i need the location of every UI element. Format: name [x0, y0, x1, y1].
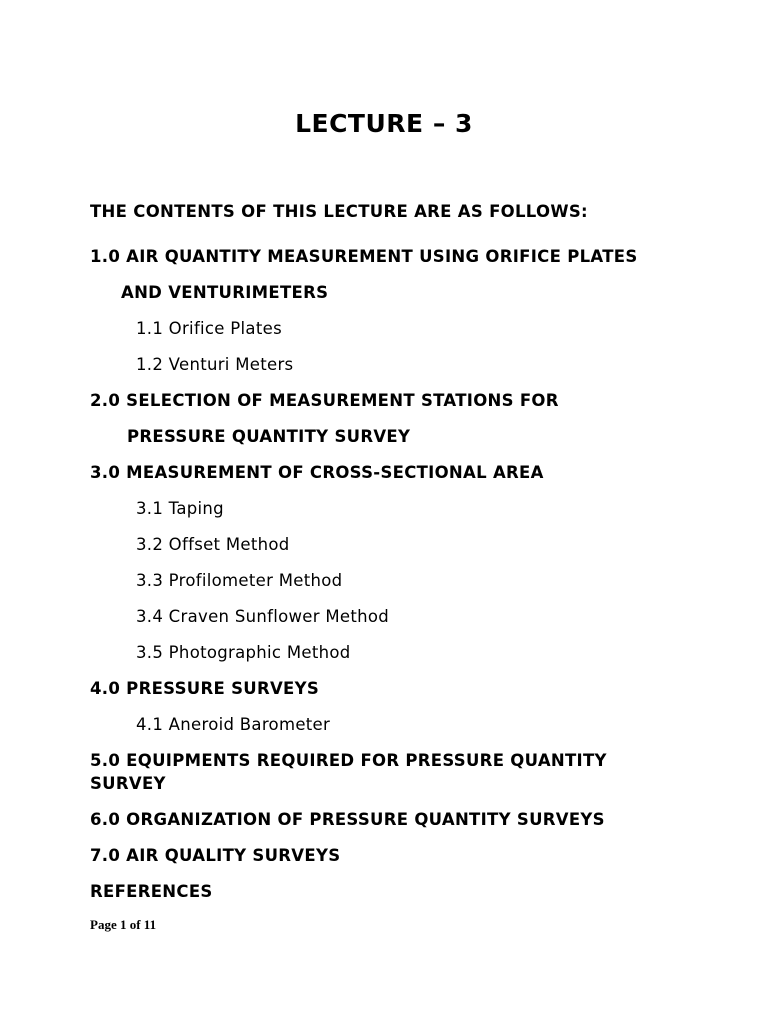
- references-heading: REFERENCES: [90, 882, 213, 901]
- page-title: LECTURE – 3: [295, 109, 473, 138]
- subsection-3-4: 3.4 Craven Sunflower Method: [136, 607, 390, 626]
- section-5-heading: 5.0 EQUIPMENTS REQUIRED FOR PRESSURE QUANTITY: [90, 751, 607, 770]
- section-1-heading: 1.0 AIR QUANTITY MEASUREMENT USING ORIFICE PLATES: [90, 247, 638, 266]
- section-6-heading: 6.0 ORGANIZATION OF PRESSURE QUANTITY SURVEYS: [90, 810, 605, 829]
- contents-intro: THE CONTENTS OF THIS LECTURE ARE AS FOLLOWS:: [90, 202, 588, 221]
- subsection-3-5: 3.5 Photographic Method: [136, 643, 351, 662]
- section-4-heading: 4.0 PRESSURE SURVEYS: [90, 679, 320, 698]
- subsection-3-3: 3.3 Profilometer Method: [136, 571, 343, 590]
- subsection-4-1: 4.1 Aneroid Barometer: [136, 715, 331, 734]
- subsection-1-2: 1.2 Venturi Meters: [136, 355, 294, 374]
- section-2-heading-continued: PRESSURE QUANTITY SURVEY: [127, 427, 411, 446]
- section-3-heading: 3.0 MEASUREMENT OF CROSS-SECTIONAL AREA: [90, 463, 544, 482]
- page-number: Page 1 of 11: [90, 917, 157, 932]
- section-2-heading: 2.0 SELECTION OF MEASUREMENT STATIONS FOR: [90, 391, 559, 410]
- section-7-heading: 7.0 AIR QUALITY SURVEYS: [90, 846, 341, 865]
- subsection-1-1: 1.1 Orifice Plates: [136, 319, 282, 338]
- section-5-heading-continued: SURVEY: [90, 774, 166, 793]
- subsection-3-1: 3.1 Taping: [136, 499, 224, 518]
- section-1-heading-continued: AND VENTURIMETERS: [121, 283, 329, 302]
- subsection-3-2: 3.2 Offset Method: [136, 535, 290, 554]
